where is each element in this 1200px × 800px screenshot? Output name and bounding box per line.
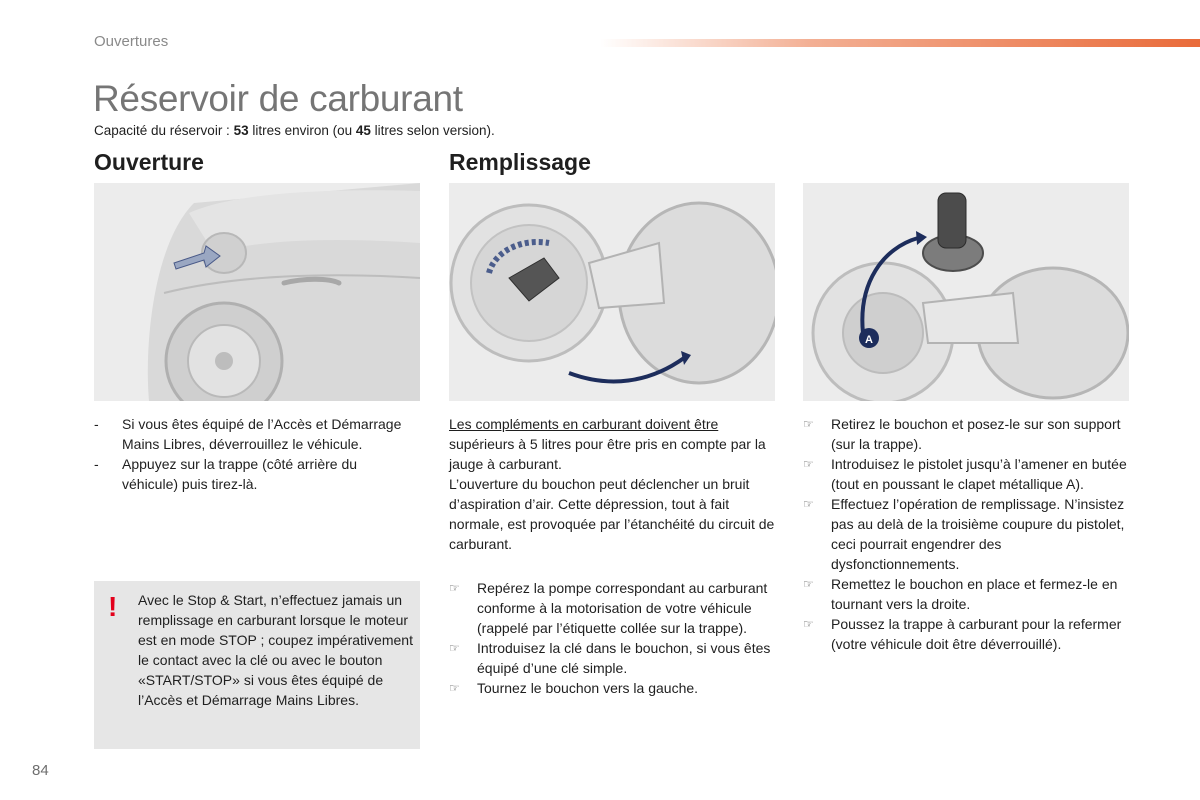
pointing-hand-icon: ☞ [803,497,814,511]
ouverture-steps [94,414,414,494]
pointing-hand-icon: ☞ [803,577,814,591]
pointing-hand-icon: ☞ [449,681,460,695]
pointing-hand-icon: ☞ [803,417,814,431]
section-label: Ouvertures [94,33,169,50]
capacity-value-alt: 45 [355,123,371,138]
refuel-steps-right [803,414,1133,654]
fuel-filler-neck-illustration [803,183,1129,401]
tank-capacity: Capacité du réservoir : 53 litres environ (ou 45 litres selon version). [94,123,495,138]
page-number: 84 [32,762,49,779]
list-item: - Si vous êtes équipé de l’Accès et Démarrage Mains Libres, déverrouillez le véhicule. [94,416,402,452]
pointing-hand-icon: ☞ [803,617,814,631]
list-item: - Appuyez sur la trappe (côté arrière du véhicule) puis tirez-là. [94,456,358,492]
warning-text: Avec le Stop & Start, n’effectuez jamais un remplissage en carburant lorsque le moteur est en mode STOP ; coupez impérativement le contact avec la clé ou avec le bouton «START/STOP» si vous êtes équipé de l’Accès et Démarrage Mains Libres. [138,592,413,708]
callout-a-label: A [865,334,873,346]
refuel-intro: Les compléments en carburant doivent être supérieurs à 5 litres pour être pris en compte par la jauge à carburant. L’ouverture du bouchon peut déclencher un bruit d’aspiration d’air. Cette dépression, tout à fait normale, est provoquée par l’étanchéité du circuit de carburant. [449,416,775,552]
pointing-hand-icon: ☞ [803,457,814,471]
stop-start-warning [94,581,420,749]
list-item: ☞ Remettez le bouchon en place et fermez-le en tournant vers la droite. [803,576,1118,612]
pointing-hand-icon: ☞ [449,581,460,595]
list-item: ☞ Tournez le bouchon vers la gauche. [449,680,699,696]
capacity-value-main: 53 [233,123,249,138]
list-item: ☞ Retirez le bouchon et posez-le sur son support (sur la trappe). [803,416,1121,452]
refuel-steps-left [449,578,775,698]
warning-icon: ! [108,591,118,622]
page-title: Réservoir de carburant [93,78,463,119]
list-item: ☞ Effectuez l’opération de remplissage. N’insistez pas au delà de la troisième coupure du pistolet, ceci pourrait engendrer des dysfonctionnements. [803,496,1125,572]
heading-ouverture: Ouverture [94,149,204,175]
list-item: ☞ Poussez la trappe à carburant pour la refermer (votre véhicule doit être déverrouillé). [803,616,1122,652]
list-item: ☞ Introduisez le pistolet jusqu’à l’amener en butée (tout en poussant le clapet métallique A). [803,456,1127,492]
pointing-hand-icon: ☞ [449,641,460,655]
heading-remplissage: Remplissage [449,149,591,175]
fuel-cap-turning-illustration [449,183,775,401]
list-item: ☞ Introduisez la clé dans le bouchon, si vous êtes équipé d’une clé simple. [449,640,771,676]
list-item: ☞ Repérez la pompe correspondant au carburant conforme à la motorisation de votre véhicule (rappelé par l’étiquette collée sur la trappe). [449,580,768,636]
car-fuel-flap-illustration [94,183,420,401]
header-accent-bar [600,39,1200,47]
